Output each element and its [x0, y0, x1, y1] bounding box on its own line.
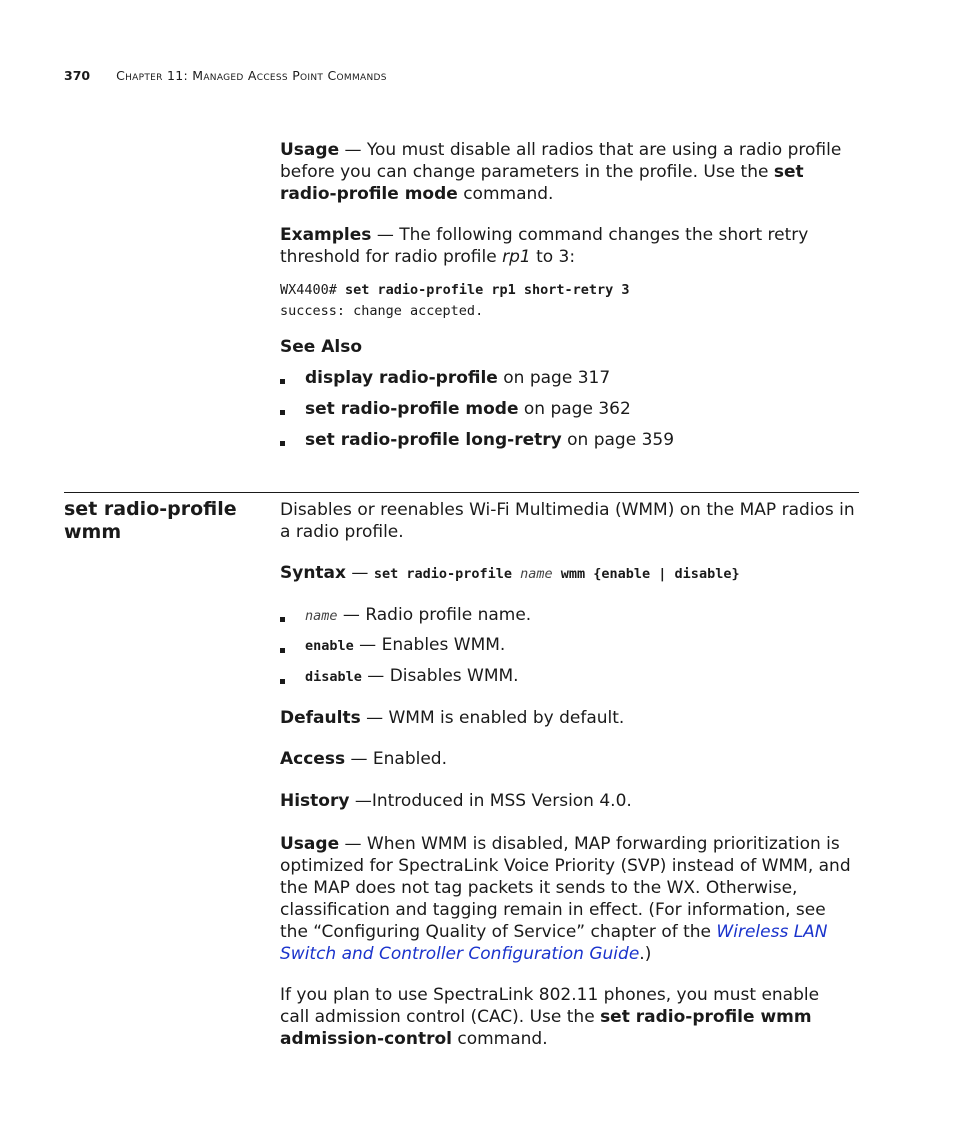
param-name: disable — [305, 669, 362, 685]
usage-text-end: command. — [457, 184, 554, 204]
syntax-command: set radio-profile — [373, 566, 521, 582]
see-also-heading: See Also — [280, 337, 363, 357]
examples-profile-name: rp1 — [502, 247, 531, 267]
see-also-page: on page 359 — [561, 430, 675, 450]
defaults-label: Defaults — [280, 708, 361, 728]
usage-label: Usage — [280, 834, 340, 854]
section-title — [64, 498, 237, 544]
access-line — [280, 749, 447, 769]
section-title-line2: wmm — [64, 521, 122, 543]
history-line — [280, 791, 632, 811]
usage-text: — You must disable all radios that are using a radio profile before you can change parameters in the profile. Use the — [280, 140, 842, 182]
cac-paragraph — [280, 984, 840, 1050]
cac-command: set radio-profile wmm admission-control — [280, 1007, 812, 1049]
usage-paragraph-2 — [280, 833, 855, 965]
defaults-text: — WMM is enabled by default. — [360, 708, 625, 728]
config-guide-link[interactable]: Wireless LAN Switch and Controller Configuration Guide — [280, 922, 828, 964]
bullet — [280, 379, 285, 384]
description-text: Disables or reenables Wi-Fi Multimedia (WMM) on the MAP radios in a radio profile. — [280, 500, 855, 542]
history-text: —Introduced in MSS Version 4.0. — [349, 791, 632, 811]
syntax-rest: wmm {enable | disable} — [552, 566, 740, 582]
bullet — [280, 648, 285, 653]
usage-text-end: .) — [639, 944, 652, 964]
param-item — [305, 635, 505, 655]
param-name: name — [305, 608, 338, 624]
examples-text-end: to 3: — [530, 247, 576, 267]
page-header — [64, 68, 387, 83]
code-example — [280, 280, 630, 322]
param-desc: — Enables WMM. — [353, 635, 506, 655]
access-text: — Enabled. — [345, 749, 447, 769]
cac-text: If you plan to use SpectraLink 802.11 phones, you must enable call admission control (CAC). Use the — [280, 985, 820, 1027]
defaults-line — [280, 708, 624, 728]
see-also-page: on page 362 — [518, 399, 631, 419]
see-also-command: set radio-profile mode — [305, 399, 519, 419]
examples-paragraph — [280, 224, 860, 268]
page-number: 370 — [64, 68, 91, 83]
usage-command: set radio-profile mode — [280, 162, 804, 204]
examples-text: — The following command changes the short retry threshold for radio profile — [280, 225, 809, 267]
bullet — [280, 441, 285, 446]
syntax-line — [280, 563, 740, 583]
cac-text-end: command. — [451, 1029, 548, 1049]
usage-text: — When WMM is disabled, MAP forwarding prioritization is optimized for SpectraLink Voice Priority (SVP) instead of WMM, and the MAP does not tag packets it sends to the WX. Otherwise, classification and tagging remain in effect. (For information, see the “Configuring Quality of Service” chapter of the — [280, 834, 851, 942]
access-label: Access — [280, 749, 346, 769]
section-divider — [64, 492, 859, 493]
bullet — [280, 679, 285, 684]
syntax-dash: — — [346, 563, 374, 583]
see-also-item — [305, 430, 674, 450]
param-name: enable — [305, 638, 354, 654]
see-also-command: display radio-profile — [305, 368, 498, 388]
see-also-command: set radio-profile long-retry — [305, 430, 562, 450]
param-item — [305, 605, 531, 625]
usage-paragraph — [280, 139, 860, 205]
syntax-label: Syntax — [280, 563, 346, 583]
chapter-title: Chapter 11: Managed Access Point Commands — [116, 68, 387, 83]
history-label: History — [280, 791, 350, 811]
code-prompt: WX4400# — [280, 282, 346, 298]
param-desc: — Disables WMM. — [361, 666, 519, 686]
bullet — [280, 410, 285, 415]
description-paragraph — [280, 499, 855, 543]
usage-label: Usage — [280, 140, 340, 160]
syntax-param: name — [520, 566, 553, 582]
param-desc: — Radio profile name. — [337, 605, 532, 625]
examples-label: Examples — [280, 225, 372, 245]
code-response: success: change accepted. — [280, 303, 484, 319]
see-also-item — [305, 399, 631, 419]
see-also-item — [305, 368, 610, 388]
code-command: set radio-profile rp1 short-retry 3 — [345, 282, 630, 298]
see-also-page: on page 317 — [497, 368, 611, 388]
section-title-line1: set radio-profile — [64, 498, 237, 520]
param-item — [305, 666, 519, 686]
bullet — [280, 617, 285, 622]
